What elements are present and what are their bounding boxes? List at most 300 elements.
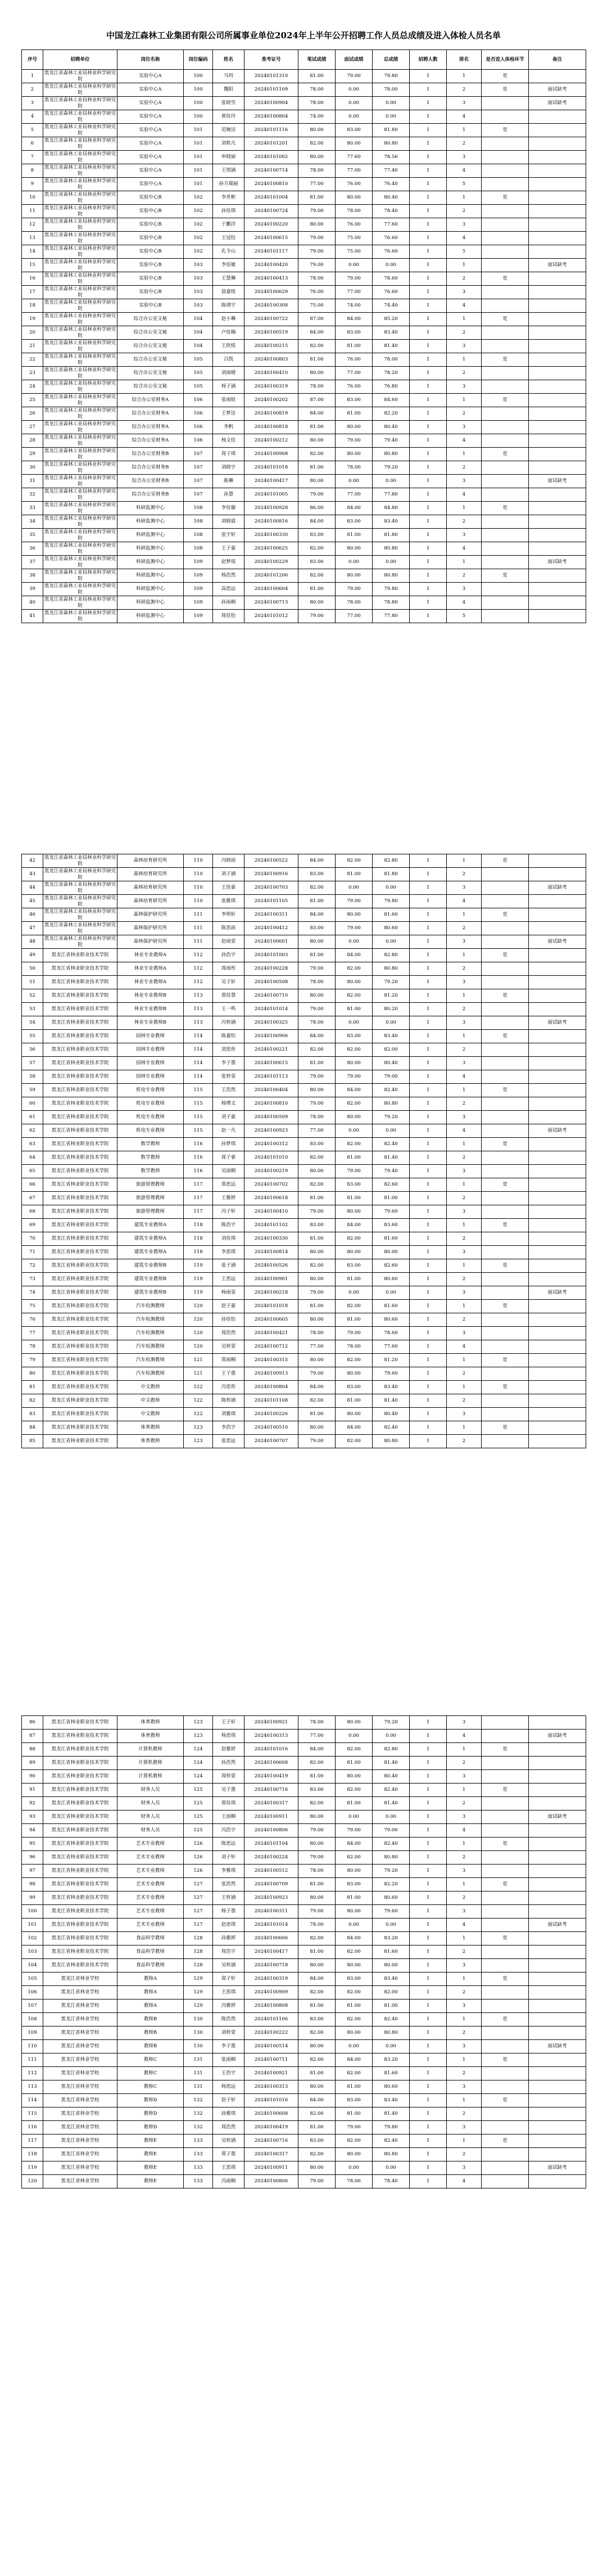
cell-written-score: 79.00 xyxy=(298,1205,336,1219)
cell-ticket-number: 20240100916 xyxy=(244,868,298,881)
cell-serial: 51 xyxy=(22,976,43,989)
cell-interview-score: 82.00 xyxy=(336,989,373,1003)
cell-quota: 1 xyxy=(410,949,447,962)
cell-serial: 28 xyxy=(22,434,43,448)
cell-physical-exam xyxy=(482,1165,529,1178)
cell-serial: 103 xyxy=(22,1945,43,1959)
cell-name: 马玥 xyxy=(213,70,244,83)
cell-written-score: 82.00 xyxy=(298,1757,336,1770)
table-row xyxy=(22,448,586,461)
cell-quota: 1 xyxy=(410,83,447,97)
cell-ticket-number: 20240100311 xyxy=(244,1905,298,1919)
table-row xyxy=(22,1165,586,1178)
cell-ticket-number: 20240100514 xyxy=(244,2040,298,2053)
cell-post-name: 教师E xyxy=(117,2134,184,2148)
cell-rank: 1 xyxy=(447,1354,482,1367)
cell-interview-score: 84.00 xyxy=(336,1219,373,1232)
cell-physical-exam xyxy=(482,962,529,976)
cell-name: 周浩然 xyxy=(213,2121,244,2134)
cell-remarks xyxy=(529,1851,586,1865)
cell-physical-exam xyxy=(482,299,529,313)
cell-post-code: 120 xyxy=(184,1340,213,1354)
cell-serial: 82 xyxy=(22,1394,43,1408)
cell-post-name: 数学教师 xyxy=(117,1138,184,1151)
cell-total-score: 80.60 xyxy=(373,922,410,935)
cell-physical-exam xyxy=(482,1246,529,1259)
cell-ticket-number: 20240100313 xyxy=(244,2080,298,2094)
cell-ticket-number: 20240101116 xyxy=(244,124,298,137)
cell-written-score: 78.00 xyxy=(298,164,336,178)
cell-serial: 19 xyxy=(22,313,43,326)
cell-name: 李世彬 xyxy=(213,191,244,205)
cell-remarks xyxy=(529,2121,586,2134)
cell-unit: 黑龙江省森林工业局林业科学研究院 xyxy=(43,299,117,313)
cell-name: 赵子轩 xyxy=(213,2094,244,2107)
cell-ticket-number: 20240100806 xyxy=(244,1824,298,1838)
cell-unit: 黑龙江省林业职业技术学院 xyxy=(43,1070,117,1084)
cell-physical-exam: 是 xyxy=(482,2013,529,2026)
cell-post-name: 数学教师 xyxy=(117,1151,184,1165)
cell-name: 孙浩然 xyxy=(213,1757,244,1770)
cell-serial: 75 xyxy=(22,1300,43,1313)
cell-rank: 1 xyxy=(447,854,482,868)
table-row xyxy=(22,1797,586,1811)
cell-remarks xyxy=(529,976,586,989)
cell-written-score: 78.00 xyxy=(298,1016,336,1030)
cell-serial: 20 xyxy=(22,326,43,340)
cell-serial: 120 xyxy=(22,2175,43,2188)
table-row xyxy=(22,110,586,124)
cell-rank: 3 xyxy=(447,2161,482,2175)
cell-interview-score: 80.00 xyxy=(336,1865,373,1878)
cell-post-code: 113 xyxy=(184,1016,213,1030)
cell-post-name: 综合办公室财务B xyxy=(117,488,184,502)
cell-name: 王子豪 xyxy=(213,542,244,556)
cell-remarks xyxy=(529,407,586,421)
cell-name: 卢佳楠 xyxy=(213,326,244,340)
cell-name: 陈浩然 xyxy=(213,2013,244,2026)
cell-post-code: 120 xyxy=(184,1300,213,1313)
cell-rank: 4 xyxy=(447,434,482,448)
cell-unit: 黑龙江省林业学校 xyxy=(43,2053,117,2067)
cell-serial: 1 xyxy=(22,70,43,83)
cell-physical-exam xyxy=(482,259,529,272)
cell-unit: 黑龙江省林业职业技术学院 xyxy=(43,1932,117,1945)
cell-rank: 2 xyxy=(447,569,482,583)
cell-unit: 黑龙江省森林工业局林业科学研究院 xyxy=(43,583,117,596)
cell-post-code: 130 xyxy=(184,2013,213,2026)
cell-quota: 1 xyxy=(410,1232,447,1246)
cell-rank: 2 xyxy=(447,83,482,97)
cell-rank: 1 xyxy=(447,989,482,1003)
cell-rank: 2 xyxy=(447,868,482,881)
cell-written-score: 80.00 xyxy=(298,1246,336,1259)
table-row xyxy=(22,137,586,151)
cell-ticket-number: 20240100904 xyxy=(244,97,298,110)
cell-name: 郑雨桐 xyxy=(213,1354,244,1367)
table-row xyxy=(22,1232,586,1246)
table-row xyxy=(22,922,586,935)
cell-quota: 1 xyxy=(410,1138,447,1151)
cell-unit: 黑龙江省森林工业局林业科学研究院 xyxy=(43,232,117,245)
cell-post-code: 110 xyxy=(184,895,213,908)
cell-unit: 黑龙江省森林工业局林业科学研究院 xyxy=(43,569,117,583)
cell-quota: 1 xyxy=(410,137,447,151)
cell-serial: 3 xyxy=(22,97,43,110)
cell-ticket-number: 20240100330 xyxy=(244,1232,298,1246)
cell-post-name: 汽车检测教师 xyxy=(117,1354,184,1367)
cell-interview-score: 81.00 xyxy=(336,868,373,881)
cell-remarks xyxy=(529,1192,586,1205)
cell-serial: 97 xyxy=(22,1865,43,1878)
cell-interview-score: 83.00 xyxy=(336,1030,373,1043)
cell-physical-exam xyxy=(482,1986,529,1999)
cell-post-name: 综合办公室文秘 xyxy=(117,313,184,326)
cell-physical-exam xyxy=(482,1340,529,1354)
table-row xyxy=(22,421,586,434)
cell-quota: 1 xyxy=(410,1124,447,1138)
table-row xyxy=(22,1219,586,1232)
cell-rank: 2 xyxy=(447,205,482,218)
cell-interview-score: 0.00 xyxy=(336,2161,373,2175)
cell-post-code: 128 xyxy=(184,1945,213,1959)
cell-total-score: 79.00 xyxy=(373,1070,410,1084)
cell-ticket-number: 20240101206 xyxy=(244,569,298,583)
cell-rank: 3 xyxy=(447,97,482,110)
cell-physical-exam: 是 xyxy=(482,1300,529,1313)
cell-written-score: 81.00 xyxy=(298,949,336,962)
results-table-page-1 xyxy=(21,49,586,623)
cell-post-code: 108 xyxy=(184,529,213,542)
cell-post-code: 117 xyxy=(184,1192,213,1205)
cell-post-code: 103 xyxy=(184,272,213,286)
cell-post-name: 汽车检测教师 xyxy=(117,1313,184,1327)
cell-serial: 70 xyxy=(22,1232,43,1246)
cell-post-name: 森林保护研究所 xyxy=(117,922,184,935)
cell-unit: 黑龙江省林业职业技术学院 xyxy=(43,1851,117,1865)
cell-written-score: 87.00 xyxy=(298,394,336,407)
cell-ticket-number: 20240100804 xyxy=(244,1381,298,1394)
cell-rank: 4 xyxy=(447,1124,482,1138)
cell-total-score: 0.00 xyxy=(373,935,410,949)
cell-rank: 3 xyxy=(447,1057,482,1070)
cell-remarks xyxy=(529,949,586,962)
cell-unit: 黑龙江省林业职业技术学院 xyxy=(43,1030,117,1043)
table-row xyxy=(22,1394,586,1408)
cell-unit: 黑龙江省林业学校 xyxy=(43,1999,117,2013)
table-row xyxy=(22,367,586,380)
cell-name: 魏阳 xyxy=(213,83,244,97)
cell-rank: 1 xyxy=(447,556,482,569)
cell-serial: 72 xyxy=(22,1259,43,1273)
cell-remarks xyxy=(529,1421,586,1435)
cell-written-score: 84.00 xyxy=(298,854,336,868)
cell-total-score: 78.60 xyxy=(373,1327,410,1340)
cell-name: 刘雨晴 xyxy=(213,367,244,380)
cell-post-name: 综合办公室财务B xyxy=(117,448,184,461)
cell-name: 赵子豪 xyxy=(213,1300,244,1313)
cell-name: 刘梓萱 xyxy=(213,2026,244,2040)
cell-post-name: 体育教师 xyxy=(117,1716,184,1730)
cell-written-score: 82.00 xyxy=(298,340,336,353)
cell-serial: 32 xyxy=(22,488,43,502)
cell-rank: 2 xyxy=(447,1313,482,1327)
cell-name: 吴子轩 xyxy=(213,976,244,989)
table-row xyxy=(22,935,586,949)
table-row xyxy=(22,2040,586,2053)
cell-physical-exam xyxy=(482,2040,529,2053)
cell-quota: 1 xyxy=(410,151,447,164)
cell-serial: 71 xyxy=(22,1246,43,1259)
cell-rank: 1 xyxy=(447,2053,482,2067)
cell-written-score: 83.00 xyxy=(298,868,336,881)
cell-ticket-number: 20240100816 xyxy=(244,515,298,529)
cell-interview-score: 82.00 xyxy=(336,854,373,868)
table-row xyxy=(22,475,586,488)
cell-post-code: 101 xyxy=(184,178,213,191)
cell-total-score: 83.40 xyxy=(373,1030,410,1043)
cell-interview-score: 80.00 xyxy=(336,542,373,556)
cell-interview-score: 81.00 xyxy=(336,1999,373,2013)
cell-remarks xyxy=(529,1030,586,1043)
cell-total-score: 77.60 xyxy=(373,1340,410,1354)
cell-rank: 1 xyxy=(447,1743,482,1757)
cell-quota: 1 xyxy=(410,2067,447,2080)
cell-total-score: 81.20 xyxy=(373,989,410,1003)
cell-rank: 1 xyxy=(447,1219,482,1232)
cell-serial: 34 xyxy=(22,515,43,529)
cell-name: 吴梓涵 xyxy=(213,1959,244,1972)
cell-interview-score: 82.00 xyxy=(336,1945,373,1959)
cell-name: 杨文佳 xyxy=(213,434,244,448)
cell-quota: 1 xyxy=(410,1340,447,1354)
cell-interview-score: 83.00 xyxy=(336,1972,373,1986)
cell-interview-score: 83.00 xyxy=(336,1381,373,1394)
cell-total-score: 79.80 xyxy=(373,70,410,83)
cell-interview-score: 81.00 xyxy=(336,2107,373,2121)
cell-ticket-number: 20240100312 xyxy=(244,1138,298,1151)
table-row xyxy=(22,178,586,191)
cell-post-code: 129 xyxy=(184,1986,213,1999)
cell-ticket-number: 20240100921 xyxy=(244,1716,298,1730)
cell-remarks xyxy=(529,394,586,407)
cell-remarks xyxy=(529,1246,586,1259)
table-row xyxy=(22,1435,586,1448)
cell-post-code: 128 xyxy=(184,1959,213,1972)
cell-remarks xyxy=(529,164,586,178)
cell-post-name: 旅游管理教师 xyxy=(117,1205,184,1219)
cell-unit: 黑龙江省林业职业技术学院 xyxy=(43,1354,117,1367)
cell-name: 郑思远 xyxy=(213,1178,244,1192)
cell-ticket-number: 20240100308 xyxy=(244,299,298,313)
cell-ticket-number: 20240100510 xyxy=(244,1421,298,1435)
cell-post-code: 123 xyxy=(184,1421,213,1435)
cell-remarks xyxy=(529,2013,586,2026)
cell-unit: 黑龙江省森林工业局林业科学研究院 xyxy=(43,596,117,610)
cell-total-score: 0.00 xyxy=(373,110,410,124)
cell-remarks xyxy=(529,1273,586,1286)
cell-remarks xyxy=(529,1878,586,1892)
cell-serial: 44 xyxy=(22,881,43,895)
cell-total-score: 76.80 xyxy=(373,380,410,394)
cell-unit: 黑龙江省森林工业局林业科学研究院 xyxy=(43,854,117,868)
table-row xyxy=(22,97,586,110)
cell-written-score: 78.00 xyxy=(298,83,336,97)
cell-physical-exam: 是 xyxy=(482,949,529,962)
cell-written-score: 79.00 xyxy=(298,245,336,259)
table-header-row xyxy=(22,50,586,70)
cell-remarks xyxy=(529,2053,586,2067)
cell-quota: 1 xyxy=(410,1838,447,1851)
cell-post-name: 财务人员 xyxy=(117,1797,184,1811)
cell-serial: 52 xyxy=(22,989,43,1003)
cell-interview-score: 77.60 xyxy=(336,151,373,164)
cell-serial: 5 xyxy=(22,124,43,137)
cell-interview-score: 79.00 xyxy=(336,70,373,83)
cell-name: 王梦洁 xyxy=(213,407,244,421)
cell-physical-exam xyxy=(482,164,529,178)
cell-ticket-number: 20240101018 xyxy=(244,461,298,475)
table-row xyxy=(22,191,586,205)
cell-remarks xyxy=(529,2148,586,2161)
cell-interview-score: 84.00 xyxy=(336,313,373,326)
cell-written-score: 84.00 xyxy=(298,1743,336,1757)
cell-written-score: 79.00 xyxy=(298,962,336,976)
cell-ticket-number: 20240100509 xyxy=(244,1111,298,1124)
cell-serial: 48 xyxy=(22,935,43,949)
cell-ticket-number: 20240101012 xyxy=(244,610,298,623)
cell-serial: 113 xyxy=(22,2080,43,2094)
cell-ticket-number: 20240100810 xyxy=(244,1097,298,1111)
cell-name: 吴雨桐 xyxy=(213,1165,244,1178)
cell-quota: 1 xyxy=(410,110,447,124)
cell-post-code: 106 xyxy=(184,421,213,434)
cell-unit: 黑龙江省林业职业技术学院 xyxy=(43,1043,117,1057)
cell-quota: 1 xyxy=(410,1797,447,1811)
cell-unit: 黑龙江省森林工业局林业科学研究院 xyxy=(43,868,117,881)
table-row xyxy=(22,1851,586,1865)
cell-post-code: 124 xyxy=(184,1743,213,1757)
cell-written-score: 81.00 xyxy=(298,461,336,475)
table-row xyxy=(22,353,586,367)
cell-post-code: 117 xyxy=(184,1178,213,1192)
cell-unit: 黑龙江省森林工业局林业科学研究院 xyxy=(43,110,117,124)
cell-written-score: 79.00 xyxy=(298,1905,336,1919)
cell-unit: 黑龙江省森林工业局林业科学研究院 xyxy=(43,353,117,367)
cell-rank: 4 xyxy=(447,1824,482,1838)
cell-remarks xyxy=(529,922,586,935)
cell-serial: 59 xyxy=(22,1084,43,1097)
cell-remarks xyxy=(529,1151,586,1165)
cell-written-score: 87.00 xyxy=(298,313,336,326)
cell-post-name: 实验中心B xyxy=(117,218,184,232)
cell-post-name: 实验中心B xyxy=(117,299,184,313)
cell-interview-score: 80.00 xyxy=(336,569,373,583)
cell-ticket-number: 20240100606 xyxy=(244,1932,298,1945)
cell-remarks xyxy=(529,529,586,542)
cell-quota: 1 xyxy=(410,124,447,137)
cell-unit: 黑龙江省森林工业局林业科学研究院 xyxy=(43,542,117,556)
cell-total-score: 81.80 xyxy=(373,529,410,542)
cell-serial: 60 xyxy=(22,1097,43,1111)
cell-serial: 118 xyxy=(22,2148,43,2161)
cell-serial: 17 xyxy=(22,286,43,299)
cell-ticket-number: 20240100615 xyxy=(244,1057,298,1070)
cell-rank: 2 xyxy=(447,1151,482,1165)
cell-ticket-number: 20240100410 xyxy=(244,1205,298,1219)
cell-quota: 1 xyxy=(410,380,447,394)
table-row xyxy=(22,1273,586,1286)
cell-unit: 黑龙江省森林工业局林业科学研究院 xyxy=(43,205,117,218)
cell-remarks xyxy=(529,1865,586,1878)
cell-physical-exam xyxy=(482,407,529,421)
cell-total-score: 84.80 xyxy=(373,502,410,515)
cell-rank: 3 xyxy=(447,935,482,949)
cell-physical-exam xyxy=(482,1070,529,1084)
cell-rank: 4 xyxy=(447,1919,482,1932)
cell-serial: 107 xyxy=(22,1999,43,2013)
cell-rank: 2 xyxy=(447,137,482,151)
cell-post-code: 127 xyxy=(184,1878,213,1892)
cell-post-name: 综合办公室财务B xyxy=(117,461,184,475)
cell-name: 郑佳慧 xyxy=(213,989,244,1003)
cell-post-code: 101 xyxy=(184,164,213,178)
cell-post-code: 118 xyxy=(184,1246,213,1259)
cell-interview-score: 80.00 xyxy=(336,191,373,205)
table-row xyxy=(22,854,586,868)
cell-physical-exam xyxy=(482,2148,529,2161)
cell-ticket-number: 20240100716 xyxy=(244,2134,298,2148)
cell-physical-exam: 是 xyxy=(482,83,529,97)
cell-quota: 1 xyxy=(410,70,447,83)
cell-rank: 2 xyxy=(447,367,482,380)
cell-ticket-number: 20240101113 xyxy=(244,1070,298,1084)
header-post-code: 岗位编码 xyxy=(184,50,213,70)
cell-total-score: 79.80 xyxy=(373,2121,410,2134)
cell-interview-score: 82.00 xyxy=(336,1851,373,1865)
cell-post-code: 112 xyxy=(184,962,213,976)
cell-unit: 黑龙江省林业职业技术学院 xyxy=(43,1435,117,1448)
cell-post-code: 115 xyxy=(184,1124,213,1138)
cell-physical-exam: 是 xyxy=(482,1354,529,1367)
cell-physical-exam xyxy=(482,1730,529,1743)
cell-physical-exam xyxy=(482,1205,529,1219)
cell-interview-score: 0.00 xyxy=(336,1919,373,1932)
cell-physical-exam xyxy=(482,286,529,299)
table-row xyxy=(22,326,586,340)
cell-name: 周浩然 xyxy=(213,1327,244,1340)
cell-interview-score: 75.00 xyxy=(336,232,373,245)
cell-physical-exam xyxy=(482,1043,529,1057)
cell-name: 冯晓雨 xyxy=(213,854,244,868)
cell-quota: 1 xyxy=(410,596,447,610)
cell-rank: 5 xyxy=(447,610,482,623)
cell-remarks: 面试缺考 xyxy=(529,881,586,895)
cell-interview-score: 80.00 xyxy=(336,1205,373,1219)
cell-post-name: 实验中心A xyxy=(117,178,184,191)
cell-name: 张晓雪 xyxy=(213,97,244,110)
cell-name: 刘晓宇 xyxy=(213,461,244,475)
cell-ticket-number: 20240100908 xyxy=(244,448,298,461)
cell-post-code: 103 xyxy=(184,286,213,299)
cell-post-name: 机电专业教师 xyxy=(117,1097,184,1111)
cell-physical-exam xyxy=(482,976,529,989)
cell-post-name: 综合办公室文秘 xyxy=(117,340,184,353)
cell-written-score: 82.00 xyxy=(298,1259,336,1273)
cell-quota: 1 xyxy=(410,1892,447,1905)
cell-rank: 1 xyxy=(447,1878,482,1892)
cell-unit: 黑龙江省林业职业技术学院 xyxy=(43,1919,117,1932)
